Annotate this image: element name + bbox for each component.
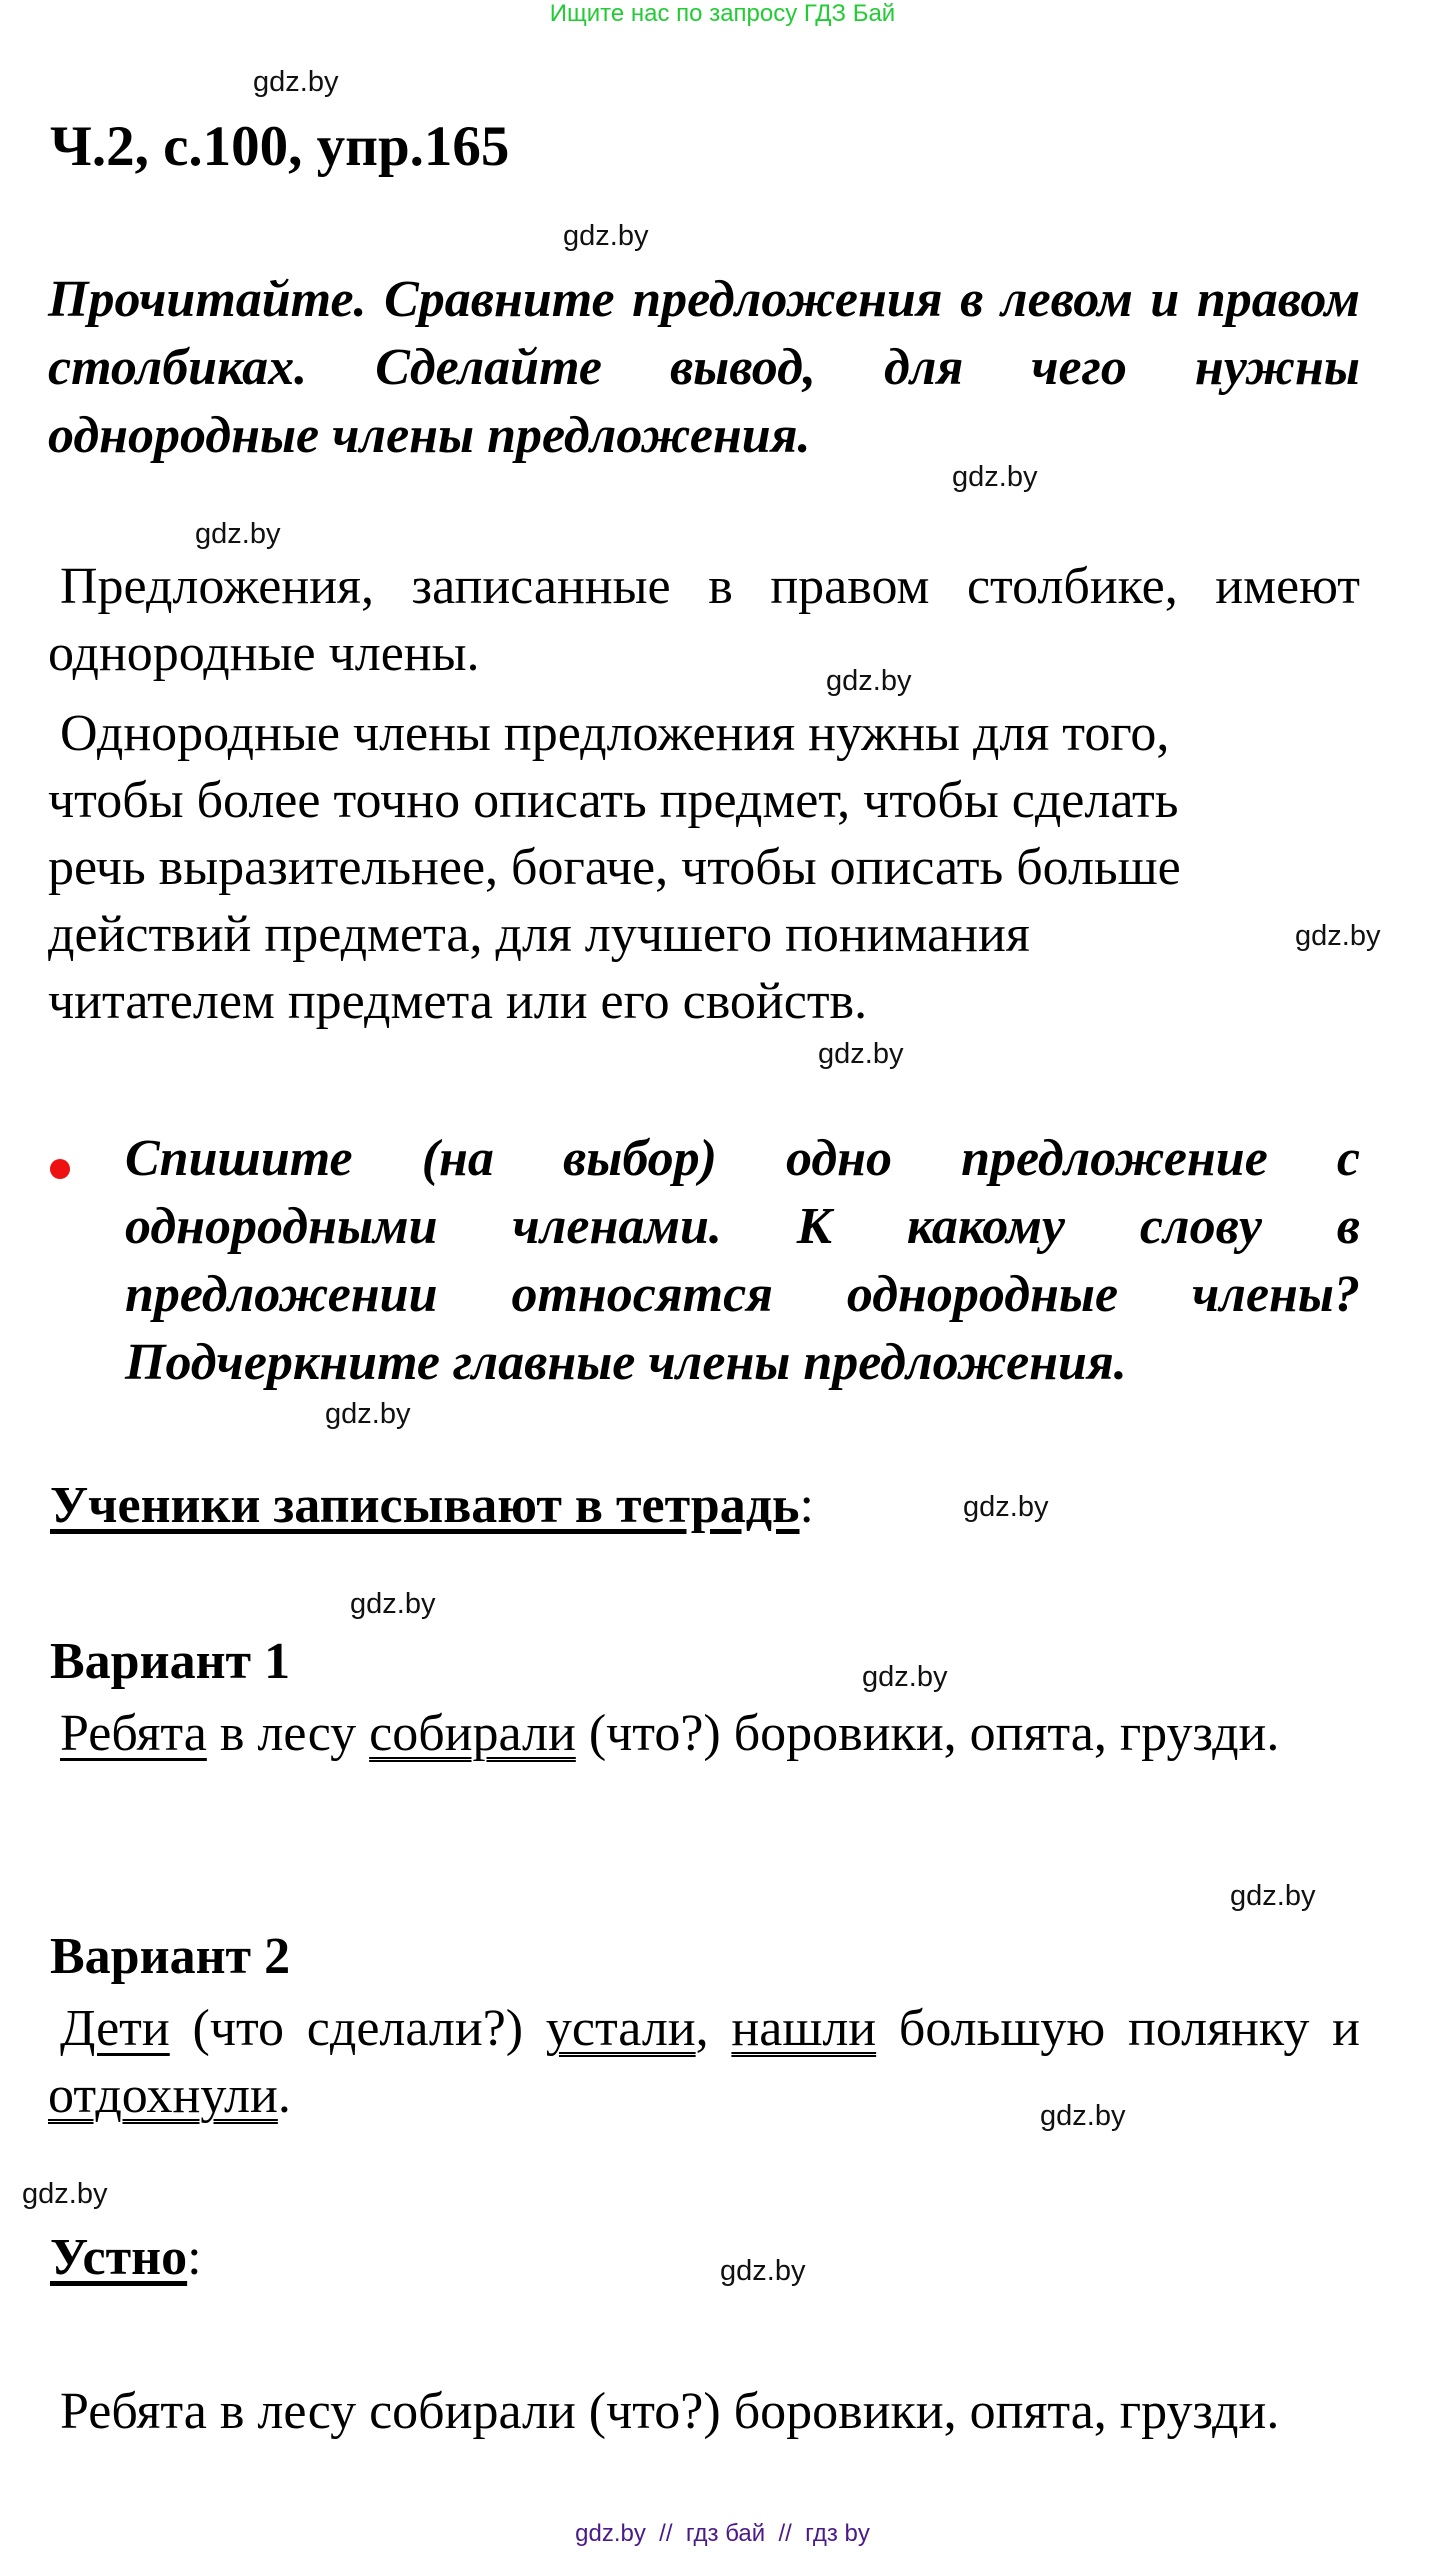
- watermark: gdz.by: [195, 518, 281, 550]
- oral-heading-text: Устно: [50, 2229, 188, 2286]
- subject: Ребята: [60, 1705, 207, 1762]
- answer-text: Предложения, записанные в правом столбике, имеют однородные члены.: [48, 558, 1360, 682]
- watermark: gdz.by: [1230, 1880, 1316, 1912]
- predicate: отдохнули: [48, 2067, 278, 2124]
- subject: Дети: [60, 2000, 170, 2057]
- variant-2-sentence: [48, 1995, 1360, 2129]
- answer-line: действий предмета, для лучшего понимания: [48, 906, 1030, 963]
- watermark: gdz.by: [862, 1661, 948, 1693]
- variant-1-sentence: [48, 1700, 1360, 1767]
- variant-1-heading: Вариант 1: [50, 1633, 291, 1690]
- answer-paragraph-2: [48, 700, 1360, 1035]
- oral-text: Ребята в лесу собирали (что?) боровики, опята, грузди.: [60, 2383, 1280, 2440]
- predicate: собирали: [369, 1705, 576, 1762]
- watermark: gdz.by: [1040, 2100, 1126, 2132]
- task-2: [48, 1125, 1360, 1397]
- red-bullet-icon: [50, 1159, 70, 1179]
- watermark: gdz.by: [325, 1398, 411, 1430]
- task-2-text: Спишите (на выбор) одно предложение с однородными членами. К какому слову в предложении относятся однородные члены? Подчеркните главные члены предложения.: [125, 1130, 1360, 1391]
- watermark: gdz.by: [720, 2255, 806, 2287]
- notebook-heading-text: Ученики записывают в тетрадь: [50, 1477, 800, 1534]
- search-banner: Ищите нас по запросу ГДЗ Бай: [549, 0, 896, 27]
- sentence-text: .: [277, 2067, 291, 2124]
- exercise-title: Ч.2, с.100, упр.165: [50, 115, 510, 178]
- predicate: устали: [545, 2000, 696, 2057]
- watermark: gdz.by: [1295, 920, 1381, 952]
- colon: :: [187, 2229, 202, 2286]
- answer-line: читателем предмета или его свойств.: [48, 973, 868, 1030]
- watermark: gdz.by: [253, 66, 339, 98]
- watermark: gdz.by: [952, 461, 1038, 493]
- footer-links: gdz.by // гдз бай // гдз by: [575, 2520, 870, 2547]
- watermark: gdz.by: [563, 220, 649, 252]
- answer-line: чтобы более точно описать предмет, чтобы сделать: [48, 772, 1179, 829]
- watermark: gdz.by: [826, 665, 912, 697]
- answer-line: Однородные члены предложения нужны для того,: [60, 705, 1170, 762]
- oral-sentence: [48, 2378, 1360, 2445]
- colon: :: [799, 1477, 814, 1534]
- sentence-text: (что сделали?): [169, 2000, 546, 2057]
- sentence-text: (что?) боровики, опята, грузди.: [575, 1705, 1280, 1762]
- sentence-text: в лесу: [206, 1705, 370, 1762]
- task-instruction: Прочитайте. Сравните предложения в левом и правом столбиках. Сделайте вывод, для чего нужны однородные члены предложения.: [48, 271, 1360, 464]
- answer-paragraph-1: [48, 553, 1360, 687]
- sentence-text: большую полянку и: [876, 2000, 1360, 2057]
- watermark: gdz.by: [350, 1588, 436, 1620]
- notebook-heading: [50, 1474, 814, 1538]
- predicate: нашли: [731, 2000, 877, 2057]
- answer-line: речь выразительнее, богаче, чтобы описать больше: [48, 839, 1181, 896]
- watermark: gdz.by: [22, 2178, 108, 2210]
- variant-2-heading: Вариант 2: [50, 1928, 291, 1985]
- watermark: gdz.by: [963, 1491, 1049, 1523]
- sentence-text: ,: [695, 2000, 732, 2057]
- oral-heading: [50, 2226, 202, 2290]
- watermark: gdz.by: [818, 1038, 904, 1070]
